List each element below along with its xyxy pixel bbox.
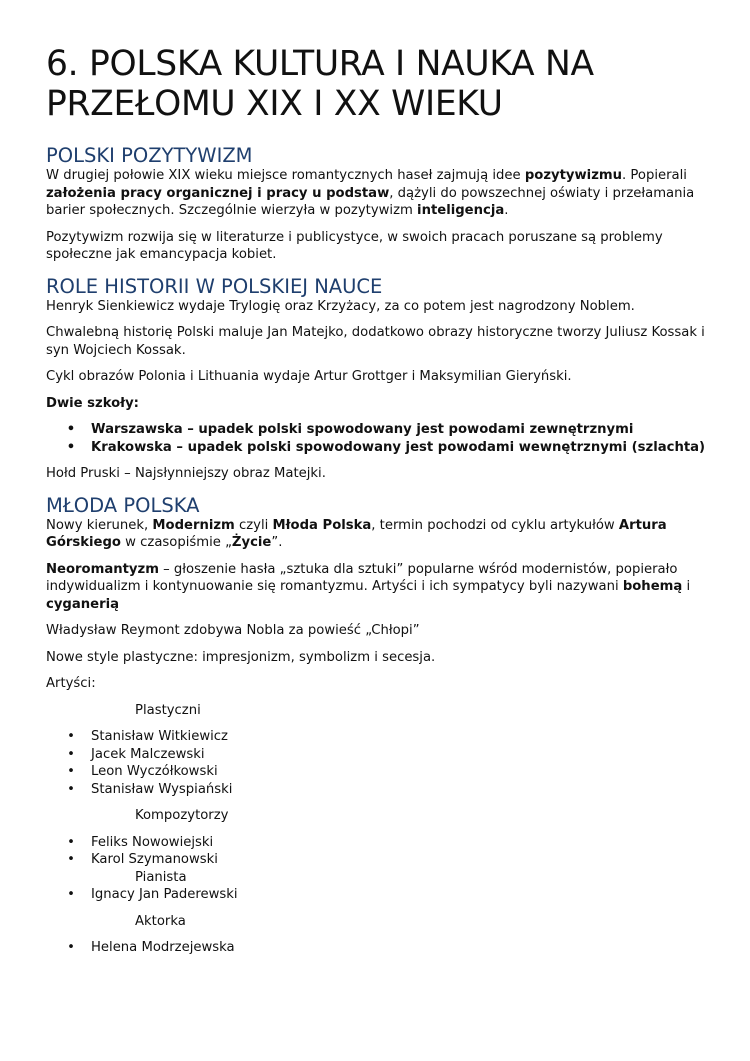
text-run: . Popierali (622, 168, 687, 183)
bold-run: Życie (231, 535, 272, 550)
bold-run: Artura Górskiego (46, 517, 667, 550)
list-kompozytorzy (46, 834, 706, 869)
group-label-plastyczni: Plastyczni (135, 702, 201, 718)
list-item-text: Krakowska – upadek polski spowodowany jest powodami wewnętrznymi (szlachta) (91, 439, 706, 455)
list-item-text: Leon Wyczółkowski (91, 764, 218, 779)
artists-label: Artyści: (46, 676, 96, 691)
list-item (46, 781, 706, 799)
text-run: , dążyli do powszechnej oświaty i przełamania barier społecznych. Szczególnie wierzyła w pozytywizm (46, 185, 695, 218)
mloda-paragraph-1 (46, 517, 706, 552)
text-run: czyli (234, 517, 273, 533)
pozytywizm-paragraph-1 (46, 167, 706, 220)
group-label-kompozytorzy: Kompozytorzy (135, 808, 229, 823)
bullet-icon: • (67, 834, 75, 850)
list-item (46, 746, 706, 764)
list-item (46, 939, 706, 957)
mloda-paragraph-4: Nowe style plastyczne: impresjonizm, symbolizm i secesja. (46, 649, 436, 665)
group-label-pianista: Pianista (135, 869, 187, 885)
list-item-text: Stanisław Wyspiański (91, 781, 233, 797)
list-plastyczni (46, 728, 706, 798)
list-item (46, 886, 706, 904)
historia-paragraph-3: Cykl obrazów Polonia i Lithuania wydaje Artur Grottger i Maksymilian Gieryński. (46, 369, 572, 384)
list-item (46, 763, 706, 781)
list-pianista (46, 886, 706, 904)
mloda-paragraph-2 (46, 561, 706, 614)
bold-run: założenia pracy organicznej i pracy u podstaw (46, 185, 390, 201)
bullet-icon: • (66, 422, 76, 437)
list-item-text: Ignacy Jan Paderewski (91, 887, 238, 902)
bullet-icon: • (66, 439, 76, 455)
schools-list (46, 421, 706, 456)
list-item (46, 439, 706, 457)
text-run: ”. (271, 535, 283, 550)
list-item-text: Jacek Malczewski (91, 746, 205, 762)
text-run: , termin pochodzi od cyklu artykułów (371, 517, 619, 533)
bullet-icon: • (67, 887, 75, 902)
list-item (46, 851, 706, 869)
text-run: W drugiej połowie XIX wieku miejsce romantycznych haseł zajmują idee (46, 168, 525, 183)
bold-run: pozytywizmu (524, 168, 623, 183)
list-item-text: Feliks Nowowiejski (91, 834, 214, 850)
mloda-paragraph-3: Władysław Reymont zdobywa Nobla za powieść „Chłopi” (46, 623, 420, 638)
text-run: i (682, 579, 691, 594)
bold-run: cyganerią (46, 596, 120, 612)
text-run: – głoszenie hasła „sztuka dla sztuki” popularne wśród modernistów, popierało indywidualizm i kontynuowanie się romantyzmu. Artyści i ich sympatycy byli nazywani (46, 561, 678, 594)
group-label-aktorka: Aktorka (135, 913, 186, 929)
bullet-icon: • (67, 764, 75, 779)
bold-run: Neoromantyzm (46, 561, 159, 577)
list-item (46, 834, 706, 852)
section-heading-mloda-polska: MŁODA POLSKA (46, 493, 200, 517)
text-run: w czasopiśmie „ (120, 535, 232, 550)
list-item-text: Warszawska – upadek polski spowodowany jest powodami zewnętrznymi (91, 422, 634, 437)
bullet-icon: • (67, 781, 75, 797)
section-heading-pozytywizm: POLSKI POZYTYWIZM (46, 144, 253, 167)
pozytywizm-paragraph-2: Pozytywizm rozwija się w literaturze i publicystyce, w swoich pracach poruszane są problemy społeczne jak emancypacja kobiet. (46, 229, 663, 262)
bullet-icon: • (67, 746, 75, 762)
historia-paragraph-4: Hołd Pruski – Najsłynniejszy obraz Matejki. (46, 466, 326, 481)
list-aktorka (46, 939, 706, 957)
bold-run: Młoda Polska (272, 517, 372, 533)
page-title: 6. POLSKA KULTURA I NAUKA NA PRZEŁOMU XIX I XX WIEKU (46, 44, 594, 124)
section-heading-historia: ROLE HISTORII W POLSKIEJ NAUCE (46, 274, 383, 298)
text-run: . (504, 203, 509, 218)
bullet-icon: • (67, 729, 75, 744)
historia-paragraph-2: Chwalebną historię Polski maluje Jan Matejko, dodatkowo obrazy historyczne tworzy Juliusz Kossak i syn Wojciech Kossak. (46, 325, 705, 358)
text-run: Nowy kierunek, (46, 517, 153, 533)
bold-run: bohemą (622, 579, 683, 594)
bullet-icon: • (67, 940, 75, 955)
bullet-icon: • (67, 852, 75, 867)
schools-label (46, 395, 706, 413)
bold-run: Modernizm (152, 517, 235, 533)
document-content (46, 44, 706, 966)
list-item-text: Karol Szymanowski (91, 852, 218, 867)
bold-run: inteligencja (417, 203, 505, 218)
list-item (46, 421, 706, 439)
list-item-text: Stanisław Witkiewicz (91, 729, 228, 744)
list-item-text: Helena Modrzejewska (91, 940, 235, 955)
historia-paragraph-1: Henryk Sienkiewicz wydaje Trylogię oraz Krzyżacy, za co potem jest nagrodzony Noblem. (46, 298, 635, 314)
bold-run: Dwie szkoły: (46, 395, 139, 411)
list-item (46, 728, 706, 746)
